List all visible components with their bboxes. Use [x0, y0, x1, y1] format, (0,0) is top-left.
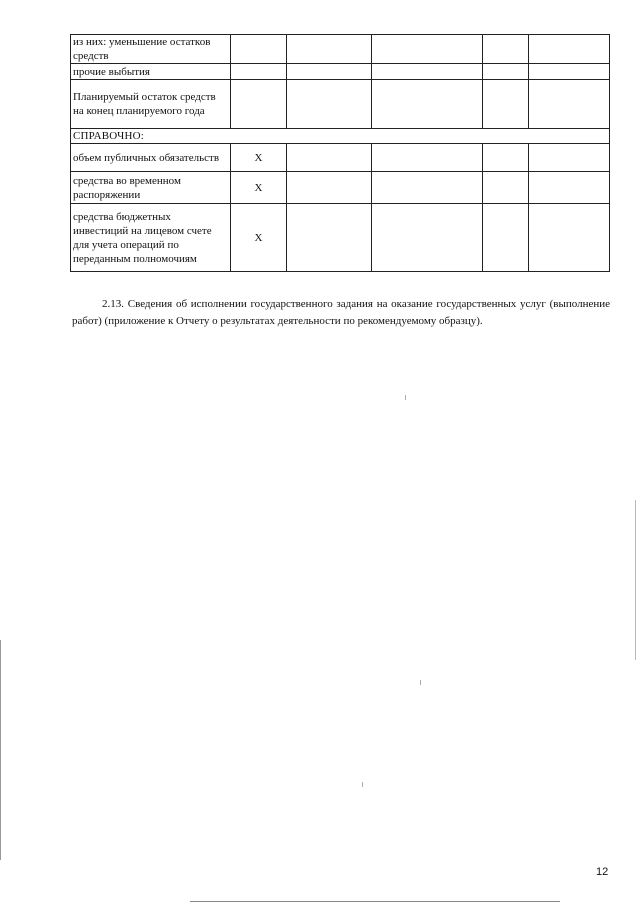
row-label: Планируемый остаток средств на конец планируемого года — [71, 80, 231, 129]
table-cell — [287, 144, 372, 172]
row-mark — [231, 35, 287, 64]
table-cell — [372, 64, 483, 80]
table-row — [71, 64, 610, 80]
row-mark — [231, 80, 287, 129]
scan-speck — [405, 395, 406, 400]
scan-artifact — [0, 640, 1, 860]
table-cell — [483, 35, 529, 64]
page-number: 12 — [596, 866, 609, 878]
table-cell — [287, 172, 372, 204]
table-cell — [372, 144, 483, 172]
scan-speck — [362, 782, 363, 787]
table-cell — [529, 35, 610, 64]
table-cell — [483, 204, 529, 272]
table-cell — [483, 80, 529, 129]
table-cell — [483, 144, 529, 172]
scan-artifact — [635, 500, 636, 660]
table-cell — [287, 64, 372, 80]
section-heading: СПРАВОЧНО: — [71, 129, 610, 144]
table-row-section — [71, 129, 610, 144]
table-cell — [529, 64, 610, 80]
row-mark: X — [231, 172, 287, 204]
section-paragraph: 2.13. Сведения об исполнении государственного задания на оказание государственных услуг (выполнение работ) (приложение к Отчету о результатах деятельности по рекомендуемому образцу). — [72, 298, 610, 327]
table-cell — [372, 204, 483, 272]
row-label: прочие выбытия — [71, 64, 231, 80]
row-mark: X — [231, 144, 287, 172]
table-cell — [529, 80, 610, 129]
table-cell — [287, 204, 372, 272]
table-cell — [287, 35, 372, 64]
row-label: средства бюджетных инвестиций на лицевом счете для учета операций по переданным полномочиям — [71, 204, 231, 272]
table-cell — [529, 144, 610, 172]
row-label: объем публичных обязательств — [71, 144, 231, 172]
row-mark: X — [231, 204, 287, 272]
scan-artifact — [190, 901, 560, 902]
table-row — [71, 204, 610, 272]
row-label: средства во временном распоряжении — [71, 172, 231, 204]
table-cell — [529, 172, 610, 204]
table-row — [71, 172, 610, 204]
table-row — [71, 80, 610, 129]
table-row — [71, 35, 610, 64]
table-cell — [287, 80, 372, 129]
row-mark — [231, 64, 287, 80]
table-cell — [372, 172, 483, 204]
table-cell — [483, 64, 529, 80]
table-cell — [372, 80, 483, 129]
scan-speck — [420, 680, 421, 685]
table-cell — [529, 204, 610, 272]
row-label: из них: уменьшение остатков средств — [71, 35, 231, 64]
table-row — [71, 144, 610, 172]
table-cell — [372, 35, 483, 64]
table-cell — [483, 172, 529, 204]
financial-table — [70, 34, 610, 272]
